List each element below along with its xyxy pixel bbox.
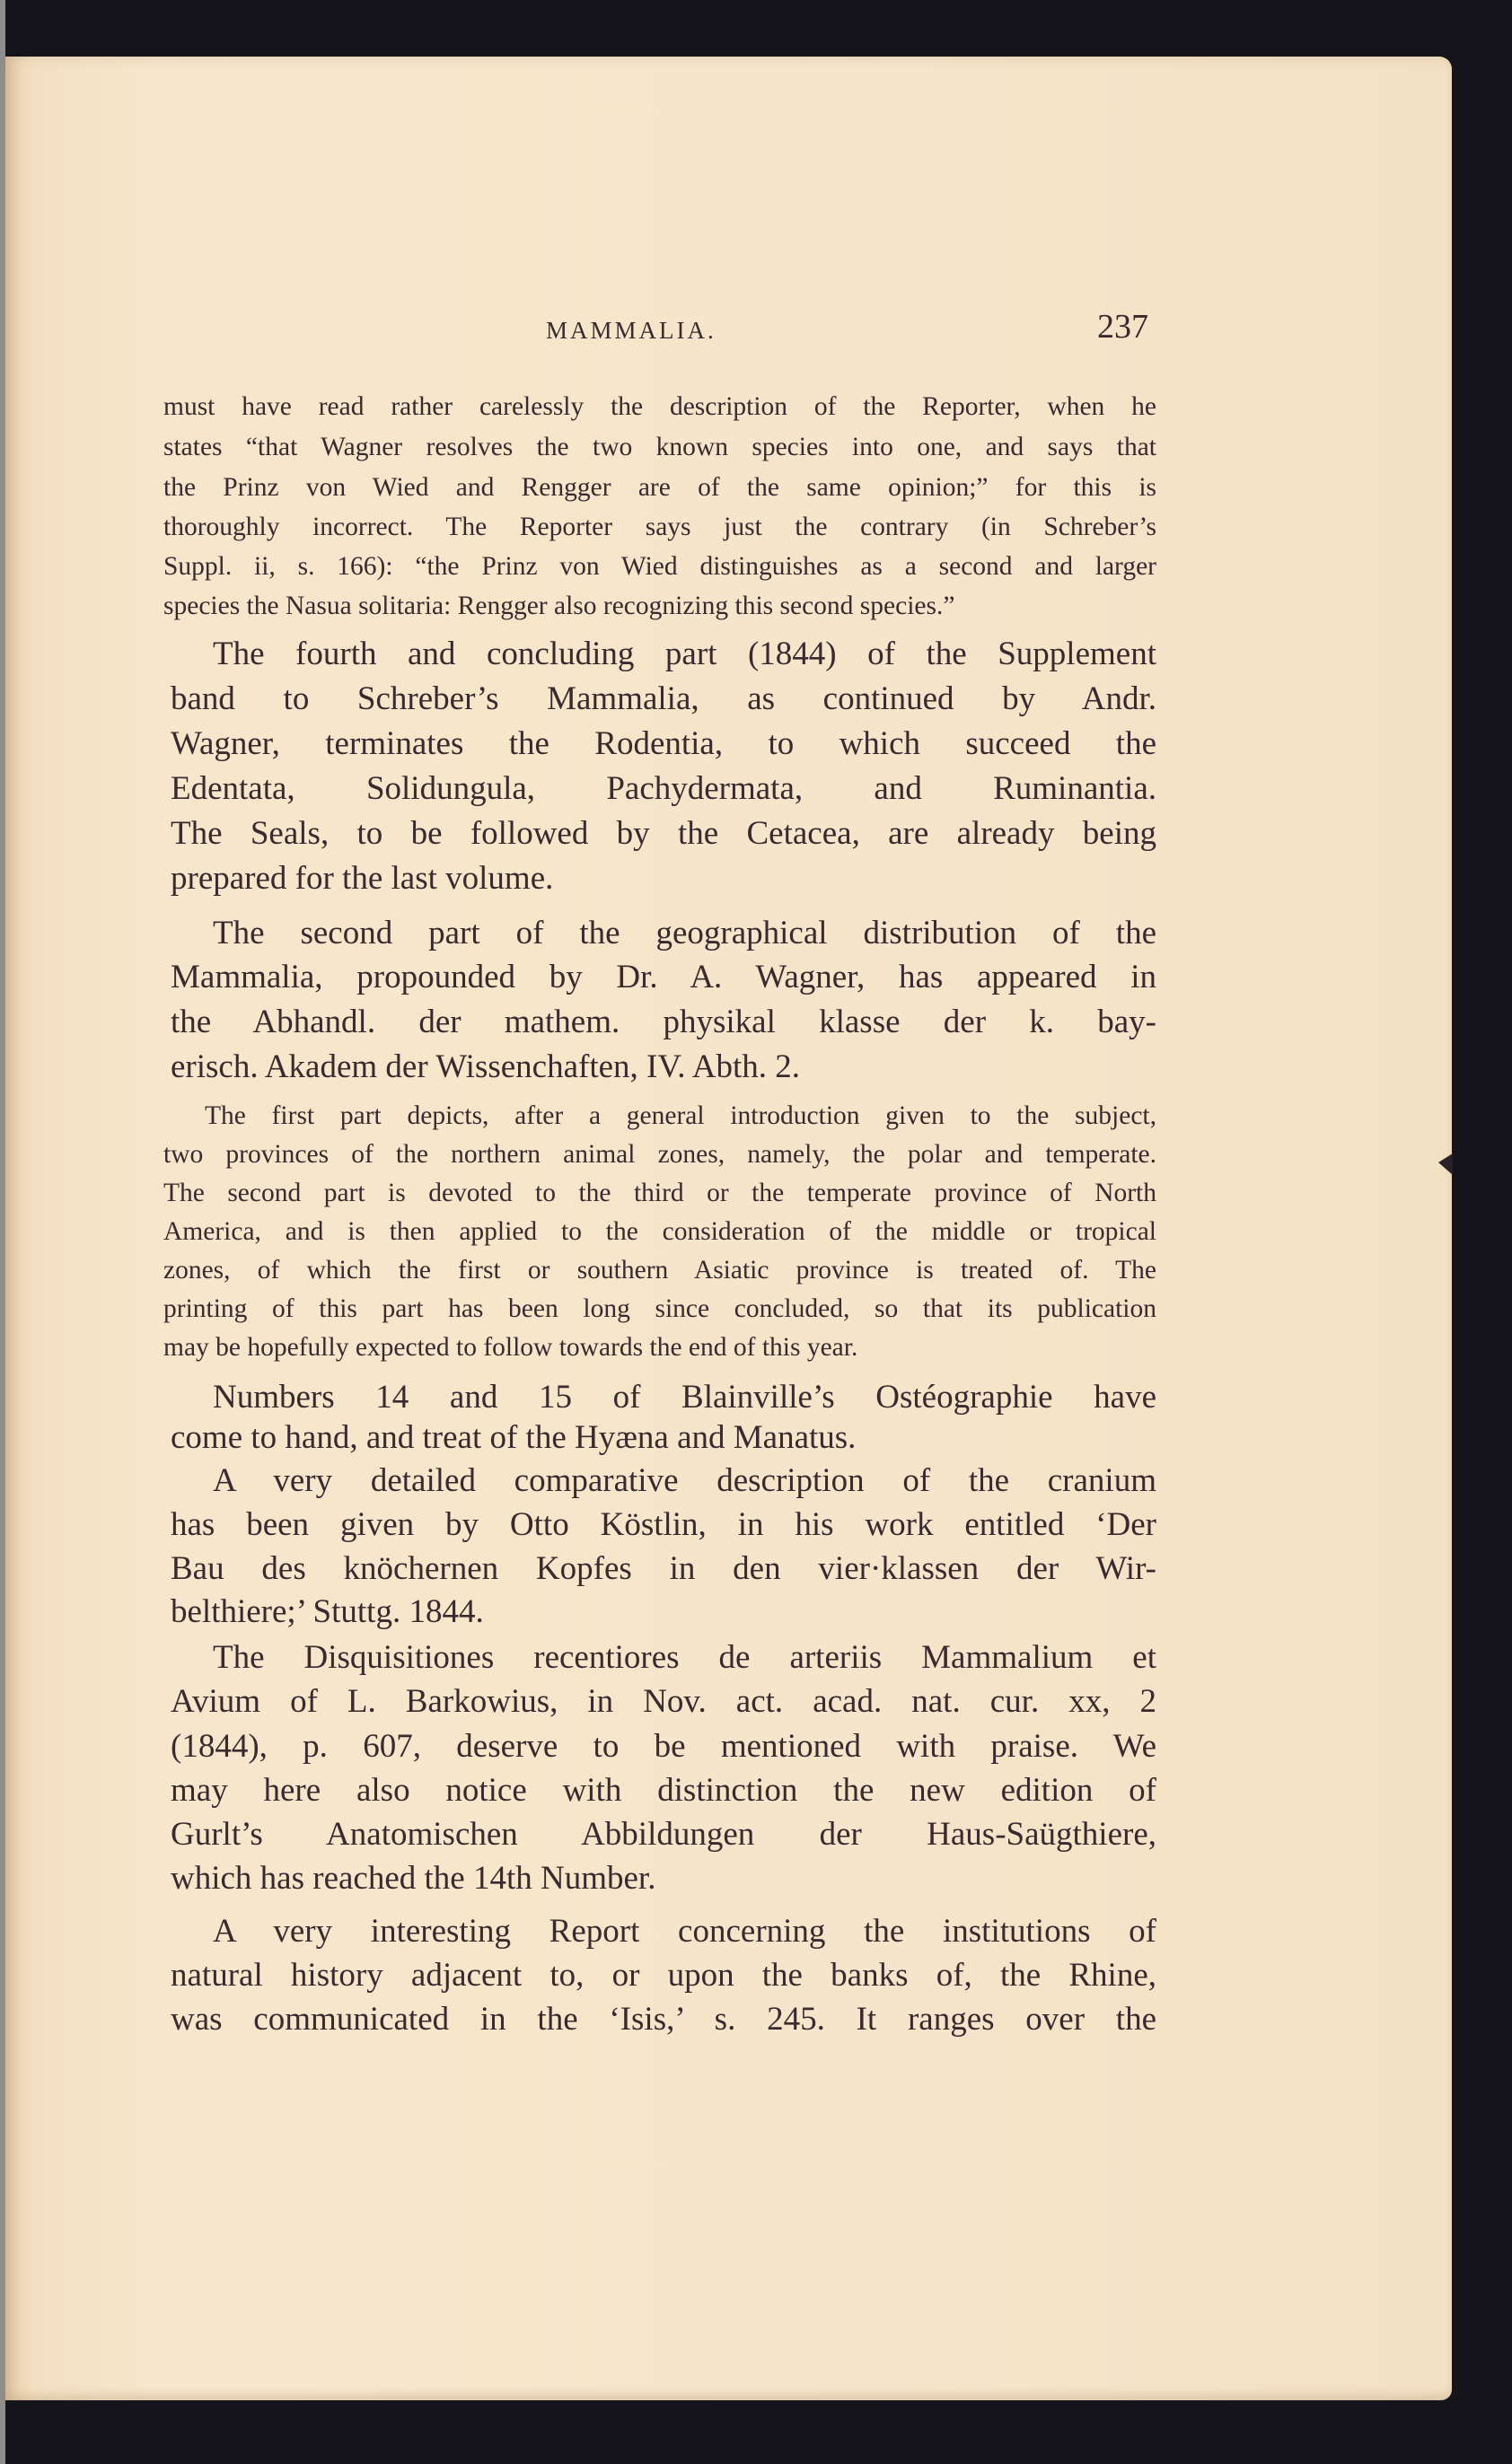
text-line: Suppl. ii, s. 166): “the Prinz von Wied distinguishes as a second and larger	[163, 552, 1156, 581]
text-line: two provinces of the northern animal zones, namely, the polar and temperate.	[163, 1140, 1156, 1169]
text-line: The fourth and concluding part (1844) of the Supplement	[213, 636, 1156, 672]
text-line: Numbers 14 and 15 of Blainville’s Ostéographie have	[213, 1379, 1156, 1416]
text-line: The first part depicts, after a general introduction given to the subject,	[205, 1101, 1156, 1130]
text-line: The second part is devoted to the third or the temperate province of North	[163, 1179, 1156, 1207]
text-line: must have read rather carelessly the description of the Reporter, when he	[163, 392, 1156, 421]
text-line: natural history adjacent to, or upon the banks of, the Rhine,	[171, 1957, 1156, 1994]
text-line: may be hopefully expected to follow towards the end of this year.	[163, 1333, 858, 1362]
text-line: Bau des knöchernen Kopfes in den vier·klassen der Wir-	[171, 1550, 1156, 1587]
text-line: Avium of L. Barkowius, in Nov. act. acad. nat. cur. xx, 2	[171, 1683, 1156, 1720]
running-title: MAMMALIA.	[546, 317, 716, 344]
text-line: Edentata, Solidungula, Pachydermata, and Ruminantia.	[171, 770, 1156, 807]
text-line: prepared for the last volume.	[171, 860, 554, 897]
text-line: America, and is then applied to the consideration of the middle or tropical	[163, 1217, 1156, 1246]
text-line: was communicated in the ‘Isis,’ s. 245. It ranges over the	[171, 2001, 1156, 2038]
text-line: printing of this part has been long since concluded, so that its publication	[163, 1294, 1156, 1323]
text-line: (1844), p. 607, deserve to be mentioned with praise. We	[171, 1728, 1156, 1765]
text-line: A very interesting Report concerning the institutions of	[213, 1913, 1156, 1950]
page-number: 237	[1097, 308, 1148, 346]
text-line: A very detailed comparative description of the cranium	[213, 1462, 1156, 1499]
text-line: band to Schreber’s Mammalia, as continued by Andr.	[171, 680, 1156, 717]
text-line: The Disquisitiones recentiores de arteriis Mammalium et	[213, 1639, 1156, 1676]
text-line: zones, of which the first or southern Asiatic province is treated of. The	[163, 1256, 1156, 1285]
text-line: erisch. Akadem der Wissenchaften, IV. Abth. 2.	[171, 1048, 801, 1085]
text-line: states “that Wagner resolves the two known species into one, and says that	[163, 433, 1156, 461]
text-line: come to hand, and treat of the Hyæna and Manatus.	[171, 1419, 857, 1456]
text-line: the Prinz von Wied and Rengger are of the same opinion;” for this is	[163, 473, 1156, 502]
text-line: Wagner, terminates the Rodentia, to which succeed the	[171, 725, 1156, 762]
text-line: The Seals, to be followed by the Cetacea, are already being	[171, 815, 1156, 852]
text-line: belthiere;’ Stuttg. 1844.	[171, 1593, 484, 1630]
text-line: which has reached the 14th Number.	[171, 1860, 656, 1897]
text-line: the Abhandl. der mathem. physikal klasse der k. bay-	[171, 1004, 1156, 1040]
text-line: The second part of the geographical distribution of the	[213, 915, 1156, 951]
text-line: Gurlt’s Anatomischen Abbildungen der Haus-Saügthiere,	[171, 1816, 1156, 1853]
text-line: thoroughly incorrect. The Reporter says just the contrary (in Schreber’s	[163, 513, 1156, 541]
page-edge-notch	[1438, 1153, 1453, 1175]
text-line: Mammalia, propounded by Dr. A. Wagner, has appeared in	[171, 959, 1156, 995]
text-line: species the Nasua solitaria: Rengger also recognizing this second species.”	[163, 592, 955, 620]
text-line: has been given by Otto Köstlin, in his work entitled ‘Der	[171, 1506, 1156, 1543]
text-line: may here also notice with distinction the new edition of	[171, 1772, 1156, 1809]
